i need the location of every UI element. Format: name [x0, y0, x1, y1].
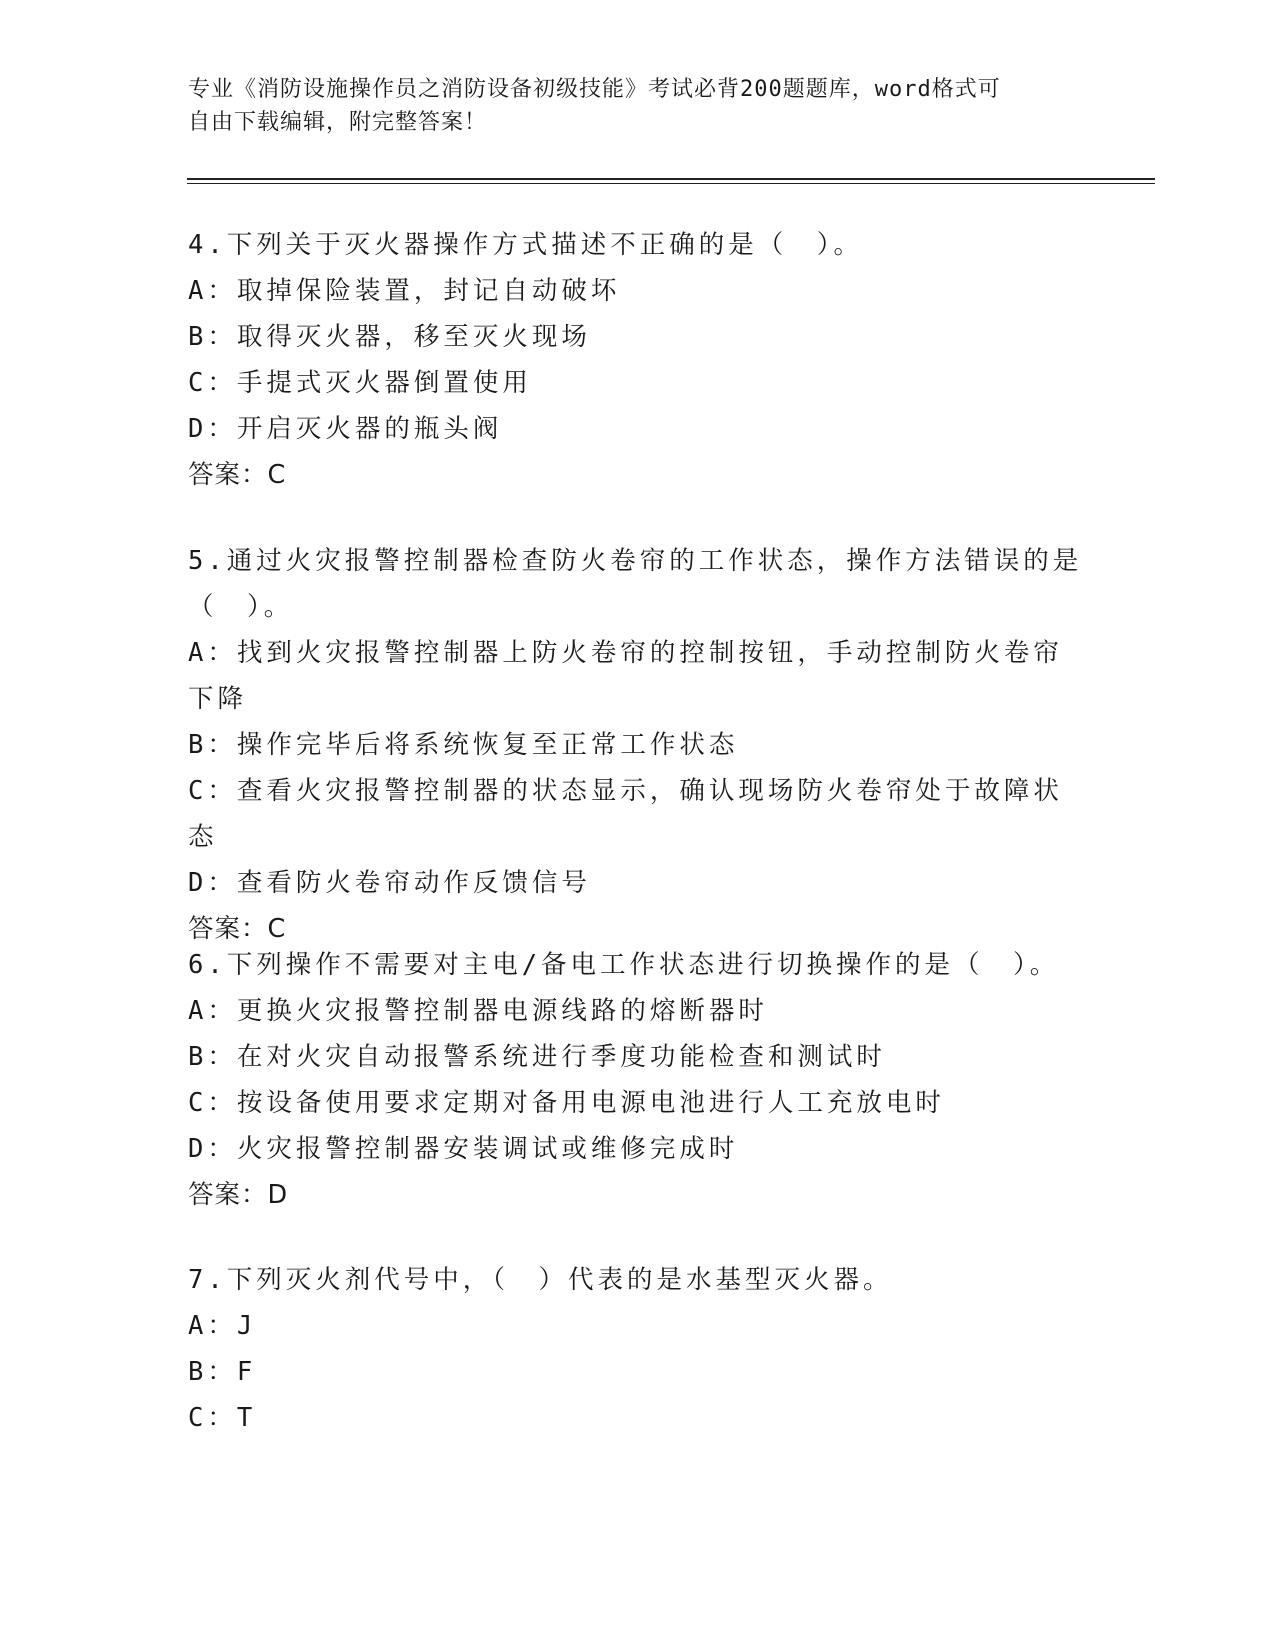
question-6: [188, 942, 1088, 1218]
option-c: C：按设备使用要求定期对备用电源电池进行人工充放电时: [188, 1088, 945, 1118]
answer-text: 答案：C: [188, 914, 287, 944]
option-b: B：操作完毕后将系统恢复至正常工作状态: [188, 730, 739, 760]
header-line-2: 自由下载编辑，附完整答案！: [188, 110, 488, 135]
option-c: C：查看火灾报警控制器的状态显示，确认现场防火卷帘处于故障状态: [188, 776, 1063, 852]
answer-text: 答案：D: [188, 1180, 289, 1210]
question-7: [188, 1257, 1088, 1441]
option-a: A：找到火灾报警控制器上防火卷帘的控制按钮，手动控制防火卷帘下降: [188, 638, 1063, 714]
option-a: A：取掉保险装置，封记自动破坏: [188, 276, 621, 306]
document-header: [188, 73, 1068, 139]
header-line-1: 专业《消防设施操作员之消防设备初级技能》考试必背200题题库，word格式可: [188, 77, 1001, 102]
option-b: B：F: [188, 1357, 257, 1387]
option-c: C：手提式灭火器倒置使用: [188, 368, 532, 398]
question-stem: 4.下列关于灭火器操作方式描述不正确的是（ ）。: [188, 230, 863, 260]
answer-text: 答案：C: [188, 460, 287, 490]
question-stem: 7.下列灭火剂代号中，（ ）代表的是水基型灭火器。: [188, 1265, 893, 1295]
option-d: D：开启灭火器的瓶头阀: [188, 414, 503, 444]
option-b: B：在对火灾自动报警系统进行季度功能检查和测试时: [188, 1042, 886, 1072]
option-b: B：取得灭火器，移至灭火现场: [188, 322, 591, 352]
question-stem: 5.通过火灾报警控制器检查防火卷帘的工作状态，操作方法错误的是（ ）。: [188, 546, 1083, 622]
question-5: [188, 538, 1088, 952]
question-stem: 6.下列操作不需要对主电/备电工作状态进行切换操作的是（ ）。: [188, 950, 1060, 980]
option-d: D：火灾报警控制器安装调试或维修完成时: [188, 1134, 739, 1164]
header-divider: [187, 178, 1155, 184]
option-d: D：查看防火卷帘动作反馈信号: [188, 868, 591, 898]
option-a: A：更换火灾报警控制器电源线路的熔断器时: [188, 996, 768, 1026]
option-a: A：J: [188, 1311, 257, 1341]
question-4: [188, 222, 1088, 498]
option-c: C：T: [188, 1403, 257, 1433]
